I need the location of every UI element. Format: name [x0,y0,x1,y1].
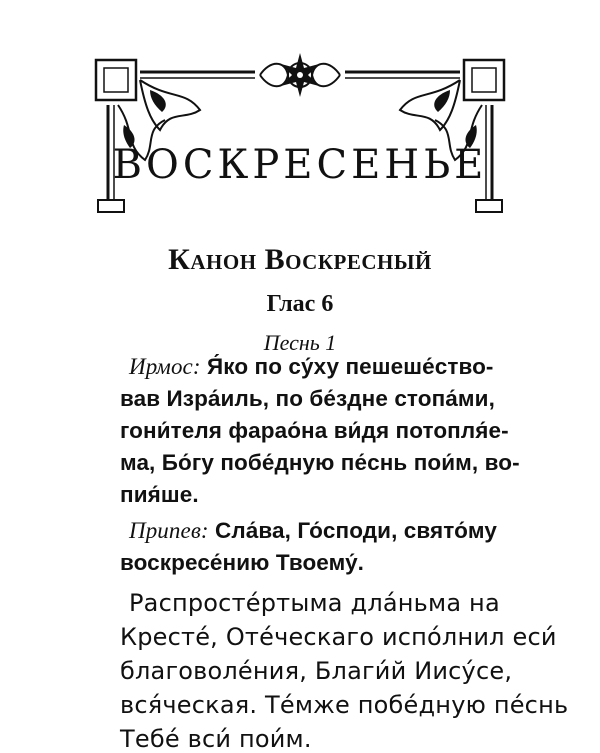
troparion-line-4: вся́ческая. Те́мже побе́дную пе́снь [120,691,569,719]
refrain-line-2: воскресе́нию Твоему́. [120,550,365,575]
ornament-border-icon [90,50,510,215]
section-header-title: ВОСКРЕСЕНЬЕ [112,142,488,188]
irmos-line-2: вав Изра́иль, по бе́здне стопа́ми, [120,386,495,411]
troparion-line-3: благоволе́ния, Благи́й Иису́се, [120,657,513,685]
troparion-line-1: Распросте́ртыма дла́ньма на [129,589,500,617]
troparion-line-2: Кресте́, Оте́ческаго испо́лнил еси́ [120,623,557,651]
irmos-line-5: пия́ше. [120,482,199,507]
irmos-label: Ирмос: [129,354,201,379]
refrain-label: Припев: [129,518,209,543]
irmos-line-3: гони́теля фарао́на ви́дя потопля́е- [120,418,509,443]
irmos-line-1 [129,354,494,380]
refrain-text: Сла́ва, Го́споди, свято́му [215,518,497,543]
refrain-line-1 [129,518,497,544]
tone-heading: Глас 6 [266,291,334,317]
troparion-line-5: Тебе́ вси́ пои́м. [120,725,312,753]
canon-title: Канон Воскресный [168,243,432,276]
irmos-line-4: ма, Бо́гу побе́дную пе́снь пои́м, во- [120,450,520,475]
irmos-text: Я́ко по су́ху пешеше́ство- [206,354,494,379]
ode-heading: Песнь 1 [263,330,337,355]
ornamental-header-frame [90,50,510,215]
